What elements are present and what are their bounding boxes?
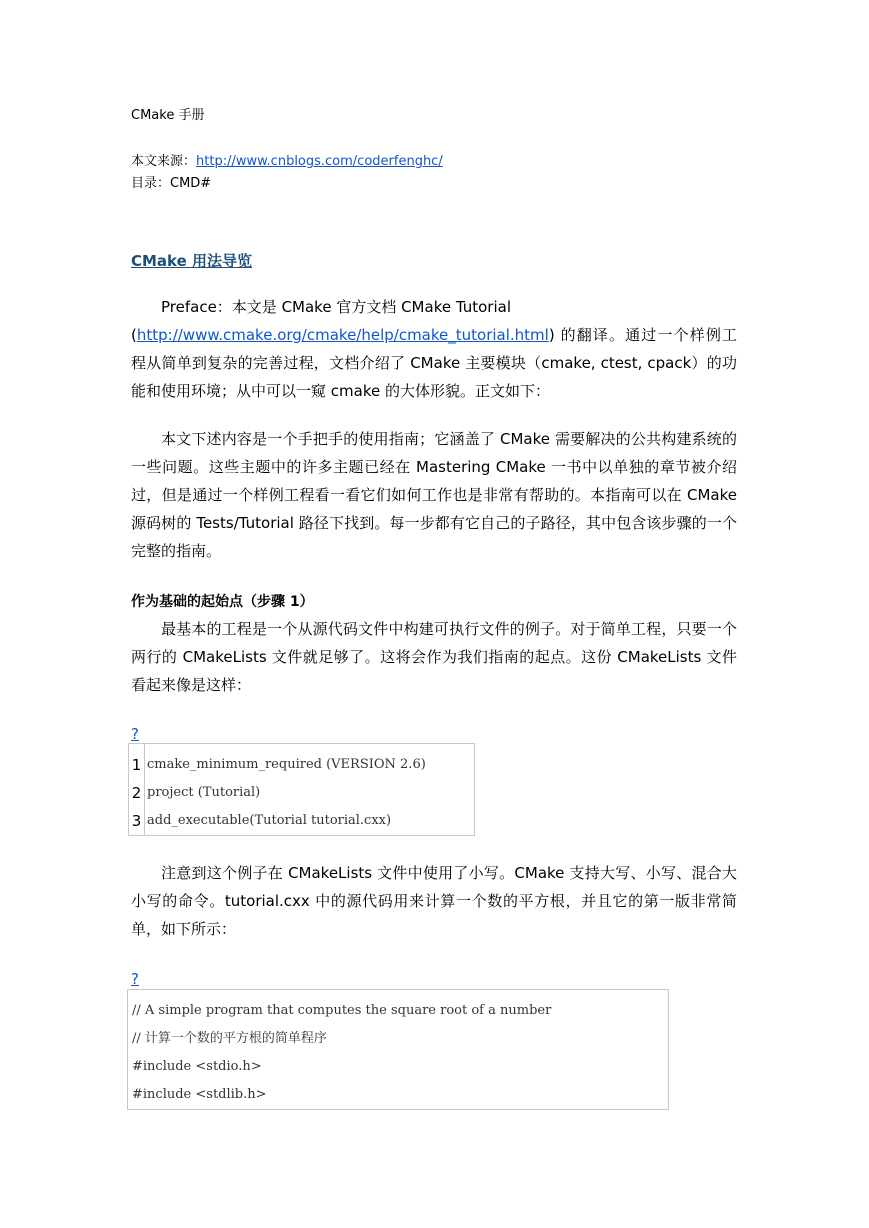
section-title[interactable]: CMake 用法导览 (131, 252, 253, 270)
intro-paragraph: 本文下述内容是一个手把手的使用指南；它涵盖了 CMake 需要解决的公共构建系统的一些问题。这些主题中的许多主题已经在 Mastering CMake 一书中以单独的章节被介绍过，但是通过一个样例工程看一看它们如何工作也是非常有帮助的。本指南可以在 CMake 源码树的 Tests/Tutorial 路径下找到。每一步都有它自己的子路径，其中包含该步骤的一个完整的指南。 (131, 430, 737, 560)
code-line: // 计算一个数的平方根的简单程序 (132, 1031, 327, 1046)
source-label: 本文来源： (131, 154, 197, 169)
code-block-1 (128, 743, 475, 836)
source-line (131, 153, 443, 171)
toc-line: 目录：CMD# (131, 176, 212, 191)
code-block-2 (127, 989, 669, 1110)
line-number: 3 (131, 812, 142, 830)
code-line: add_executable(Tutorial tutorial.cxx) (147, 813, 392, 828)
code-line: cmake_minimum_required (VERSION 2.6) (147, 757, 426, 772)
code-line: #include <stdlib.h> (132, 1087, 267, 1102)
step1-paragraph: 最基本的工程是一个从源代码文件中构建可执行文件的例子。对于简单工程，只要一个两行的 CMakeLists 文件就足够了。这将会作为我们指南的起点。这份 CMakeLists 文件看起来像是这样： (131, 620, 737, 694)
line-number: 1 (131, 756, 142, 774)
line-number: 2 (131, 784, 142, 802)
preface-line1: Preface：本文是 CMake 官方文档 CMake Tutorial (161, 298, 511, 316)
code1-toggle[interactable]: ? (131, 725, 139, 743)
step1-heading: 作为基础的起始点（步骤 1） (131, 594, 314, 610)
code-line: // A simple program that computes the square root of a number (132, 1003, 552, 1018)
code-line: #include <stdio.h> (132, 1059, 262, 1074)
code2-toggle[interactable]: ? (131, 970, 139, 988)
code-line: project (Tutorial) (147, 785, 261, 800)
doc-title: CMake 手册 (131, 108, 205, 123)
preface-link-open: ( (131, 326, 137, 344)
note-paragraph: 注意到这个例子在 CMakeLists 文件中使用了小写。CMake 支持大写、小写、混合大小写的命令。tutorial.cxx 中的源代码用来计算一个数的平方根，并且它的第一版非常简单，如下所示： (131, 864, 737, 938)
preface-rest: ) 的翻译。通过一个样例工程从简单到复杂的完善过程，文档介绍了 CMake 主要模块（cmake, ctest, cpack）的功能和使用环境；从中可以一窥 cmake 的大体形貌。正文如下： (131, 326, 737, 400)
source-link[interactable]: http://www.cnblogs.com/coderfenghc/ (196, 154, 443, 169)
preface-paragraph (131, 293, 737, 405)
tutorial-link[interactable]: http://www.cmake.org/cmake/help/cmake_tutorial.html (136, 326, 549, 344)
